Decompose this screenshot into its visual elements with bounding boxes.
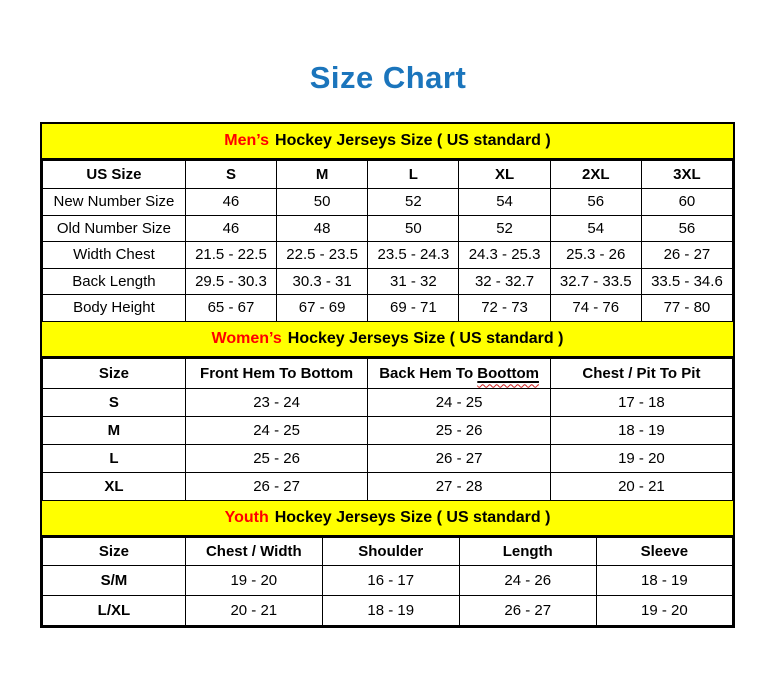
mens-cell: 74 - 76 <box>550 295 641 322</box>
size-chart <box>40 122 735 628</box>
womens-cell: 27 - 28 <box>368 472 551 500</box>
youth-section-highlight: Youth <box>224 508 269 526</box>
mens-table-row <box>43 189 733 216</box>
youth-section-header <box>42 501 733 537</box>
womens-section-highlight: Women’s <box>211 329 282 347</box>
youth-col-header: Sleeve <box>596 537 732 565</box>
youth-col-header: Size <box>43 537 186 565</box>
mens-col-header: M <box>277 161 368 189</box>
mens-col-header: US Size <box>43 161 186 189</box>
youth-cell: 16 - 17 <box>322 565 459 595</box>
mens-size-table <box>42 160 733 322</box>
youth-cell: 26 - 27 <box>459 595 596 625</box>
mens-row-label: Back Length <box>43 268 186 295</box>
mens-cell: 32.7 - 33.5 <box>550 268 641 295</box>
mens-section-highlight: Men’s <box>224 132 270 149</box>
mens-section-title-rest: Hockey Jerseys Size ( US standard ) <box>275 132 551 149</box>
mens-cell: 56 <box>550 189 641 216</box>
mens-col-header: 2XL <box>550 161 641 189</box>
youth-size-table <box>42 537 733 626</box>
womens-table-row <box>43 472 733 500</box>
mens-cell: 21.5 - 22.5 <box>185 242 276 269</box>
youth-col-header: Chest / Width <box>185 537 322 565</box>
mens-col-header: S <box>185 161 276 189</box>
womens-col-header: Size <box>43 358 186 388</box>
mens-cell: 54 <box>550 215 641 242</box>
misspelled-word-underline <box>477 365 539 382</box>
mens-cell: 56 <box>641 215 732 242</box>
mens-table-row <box>43 295 733 322</box>
youth-cell: 18 - 19 <box>596 565 732 595</box>
womens-cell: 26 - 27 <box>185 472 368 500</box>
womens-cell: 25 - 26 <box>368 416 551 444</box>
mens-row-label: New Number Size <box>43 189 186 216</box>
mens-table-row <box>43 215 733 242</box>
youth-row-label: S/M <box>43 565 186 595</box>
youth-cell: 18 - 19 <box>322 595 459 625</box>
mens-col-header: 3XL <box>641 161 732 189</box>
mens-cell: 69 - 71 <box>368 295 459 322</box>
mens-cell: 25.3 - 26 <box>550 242 641 269</box>
mens-cell: 32 - 32.7 <box>459 268 550 295</box>
mens-cell: 23.5 - 24.3 <box>368 242 459 269</box>
youth-col-header: Length <box>459 537 596 565</box>
youth-row-label: L/XL <box>43 595 186 625</box>
mens-cell: 50 <box>368 215 459 242</box>
womens-row-label: L <box>43 444 186 472</box>
womens-header-row <box>43 358 733 388</box>
womens-cell: 24 - 25 <box>368 388 551 416</box>
mens-cell: 65 - 67 <box>185 295 276 322</box>
mens-cell: 48 <box>277 215 368 242</box>
youth-cell: 19 - 20 <box>185 565 322 595</box>
womens-cell: 25 - 26 <box>185 444 368 472</box>
misspelled-word: Boottom <box>477 364 539 382</box>
mens-table-row <box>43 242 733 269</box>
mens-cell: 50 <box>277 189 368 216</box>
womens-size-table <box>42 358 733 501</box>
youth-table-row <box>43 595 733 625</box>
youth-col-header: Shoulder <box>322 537 459 565</box>
womens-row-label: XL <box>43 472 186 500</box>
womens-cell: 19 - 20 <box>550 444 732 472</box>
youth-section-title-rest: Hockey Jerseys Size ( US standard ) <box>274 508 551 526</box>
mens-cell: 24.3 - 25.3 <box>459 242 550 269</box>
womens-row-label: S <box>43 388 186 416</box>
womens-section-title-rest: Hockey Jerseys Size ( US standard ) <box>287 329 564 347</box>
mens-row-label: Body Height <box>43 295 186 322</box>
mens-row-label: Width Chest <box>43 242 186 269</box>
youth-table-row <box>43 565 733 595</box>
mens-col-header: XL <box>459 161 550 189</box>
mens-cell: 52 <box>368 189 459 216</box>
mens-table-row <box>43 268 733 295</box>
mens-row-label: Old Number Size <box>43 215 186 242</box>
mens-cell: 29.5 - 30.3 <box>185 268 276 295</box>
mens-cell: 52 <box>459 215 550 242</box>
womens-row-label: M <box>43 416 186 444</box>
mens-section-header <box>42 124 733 160</box>
mens-cell: 22.5 - 23.5 <box>277 242 368 269</box>
womens-col-header: Front Hem To Bottom <box>185 358 368 388</box>
womens-col-header: Chest / Pit To Pit <box>550 358 732 388</box>
womens-cell: 24 - 25 <box>185 416 368 444</box>
womens-table-row <box>43 416 733 444</box>
mens-col-header: L <box>368 161 459 189</box>
womens-col-header-prefix: Back Hem To <box>379 364 478 382</box>
youth-cell: 24 - 26 <box>459 565 596 595</box>
mens-cell: 26 - 27 <box>641 242 732 269</box>
mens-cell: 30.3 - 31 <box>277 268 368 295</box>
mens-cell: 31 - 32 <box>368 268 459 295</box>
mens-cell: 33.5 - 34.6 <box>641 268 732 295</box>
womens-cell: 18 - 19 <box>550 416 732 444</box>
womens-cell: 23 - 24 <box>185 388 368 416</box>
youth-cell: 20 - 21 <box>185 595 322 625</box>
womens-table-row <box>43 388 733 416</box>
page-title: Size Chart <box>309 60 467 95</box>
mens-cell: 46 <box>185 189 276 216</box>
womens-table-row <box>43 444 733 472</box>
mens-header-row <box>43 161 733 189</box>
womens-col-header <box>368 358 551 388</box>
mens-cell: 77 - 80 <box>641 295 732 322</box>
mens-cell: 46 <box>185 215 276 242</box>
womens-cell: 20 - 21 <box>550 472 732 500</box>
womens-cell: 26 - 27 <box>368 444 551 472</box>
youth-header-row <box>43 537 733 565</box>
youth-cell: 19 - 20 <box>596 595 732 625</box>
mens-cell: 60 <box>641 189 732 216</box>
mens-cell: 67 - 69 <box>277 295 368 322</box>
mens-cell: 72 - 73 <box>459 295 550 322</box>
mens-cell: 54 <box>459 189 550 216</box>
womens-section-header <box>42 322 733 358</box>
womens-cell: 17 - 18 <box>550 388 732 416</box>
